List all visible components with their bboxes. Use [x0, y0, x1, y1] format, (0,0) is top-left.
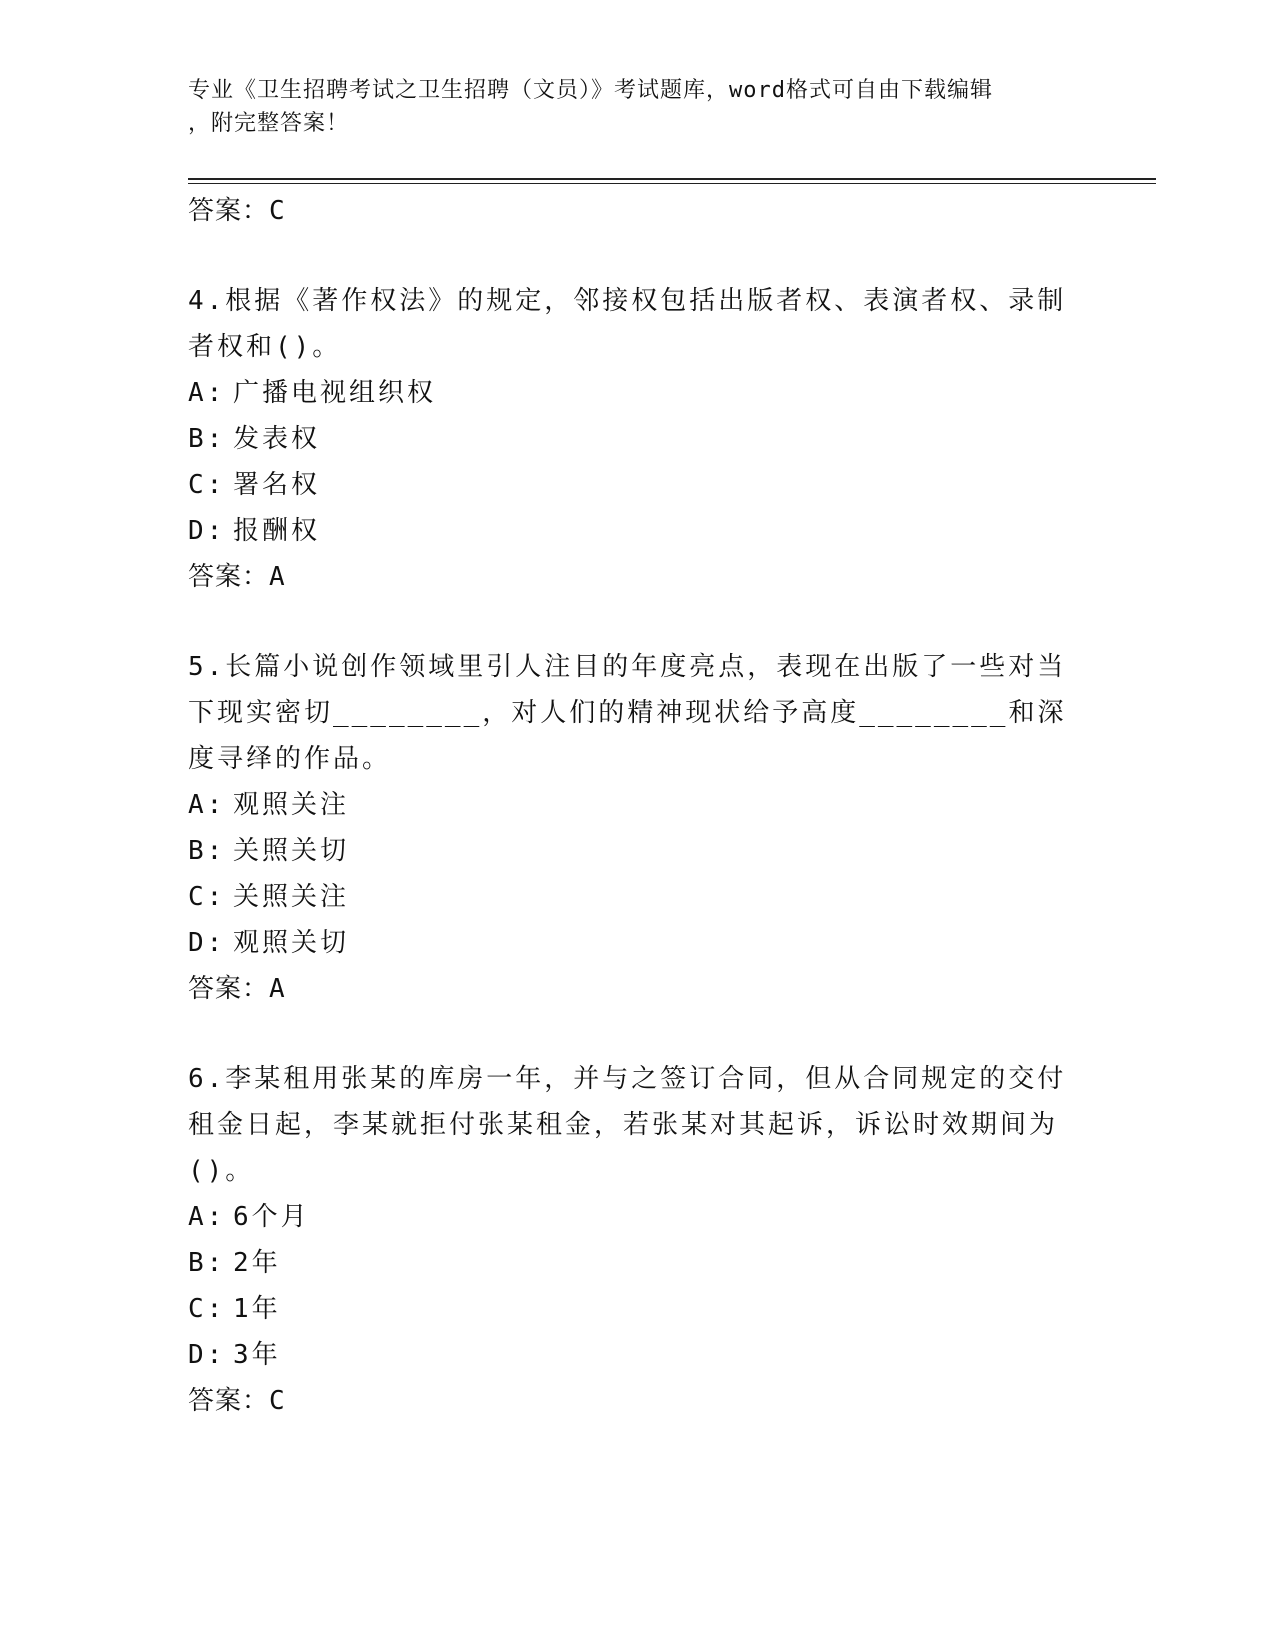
option-text: 报酬权 [233, 516, 321, 546]
option-key: C: [188, 470, 226, 500]
option-text: 关照关注 [233, 882, 350, 912]
option-key: D: [188, 928, 226, 958]
option-key: A: [188, 1202, 226, 1232]
option-text: 关照关切 [233, 836, 350, 866]
option-key: D: [188, 1340, 226, 1370]
option-d [188, 1332, 1068, 1378]
option-d [188, 920, 1068, 966]
header-line-1: 专业《卫生招聘考试之卫生招聘（文员）》考试题库，word格式可自由下载编辑 [188, 78, 993, 103]
answer-label: 答案： [188, 974, 270, 1004]
option-text: 观照关切 [233, 928, 350, 958]
answer-label: 答案： [188, 1386, 270, 1416]
answer-label: 答案： [188, 196, 270, 226]
header-divider [188, 178, 1156, 184]
option-text: 发表权 [233, 424, 321, 454]
option-key: B: [188, 836, 226, 866]
option-key: C: [188, 1294, 226, 1324]
option-text: 2年 [233, 1248, 281, 1278]
answer-value: A [269, 562, 286, 592]
previous-answer [188, 188, 1068, 234]
answer-value: C [269, 1386, 286, 1416]
question-stem: 5.长篇小说创作领域里引人注目的年度亮点，表现在出版了一些对当下现实密切________，对人们的精神现状给予高度________和深度寻绎的作品。 [188, 652, 1067, 774]
option-text: 观照关注 [233, 790, 350, 820]
option-a [188, 782, 1068, 828]
question-answer [188, 554, 1068, 600]
question-4 [188, 278, 1068, 600]
question-answer [188, 1378, 1068, 1424]
option-key: C: [188, 882, 226, 912]
option-text: 广播电视组织权 [233, 378, 437, 408]
question-5 [188, 644, 1068, 1012]
option-text: 署名权 [233, 470, 321, 500]
option-c [188, 1286, 1068, 1332]
option-b [188, 416, 1068, 462]
answer-label: 答案： [188, 562, 270, 592]
option-text: 1年 [233, 1294, 281, 1324]
question-stem: 6.李某租用张某的库房一年，并与之签订合同，但从合同规定的交付租金日起，李某就拒付张某租金，若张某对其起诉，诉讼时效期间为()。 [188, 1064, 1067, 1186]
document-header [188, 74, 1068, 140]
option-b [188, 1240, 1068, 1286]
option-c [188, 874, 1068, 920]
option-a [188, 1194, 1068, 1240]
option-a [188, 370, 1068, 416]
answer-value: A [269, 974, 286, 1004]
option-key: A: [188, 790, 226, 820]
option-key: B: [188, 1248, 226, 1278]
option-key: D: [188, 516, 226, 546]
question-6 [188, 1056, 1068, 1424]
option-b [188, 828, 1068, 874]
option-text: 6个月 [233, 1202, 310, 1232]
option-c [188, 462, 1068, 508]
option-d [188, 508, 1068, 554]
option-key: A: [188, 378, 226, 408]
answer-value: C [269, 196, 286, 226]
question-answer [188, 966, 1068, 1012]
question-list [188, 188, 1068, 1424]
header-line-2: ，附完整答案！ [188, 111, 350, 136]
option-key: B: [188, 424, 226, 454]
question-stem: 4.根据《著作权法》的规定，邻接权包括出版者权、表演者权、录制者权和()。 [188, 286, 1067, 362]
option-text: 3年 [233, 1340, 281, 1370]
